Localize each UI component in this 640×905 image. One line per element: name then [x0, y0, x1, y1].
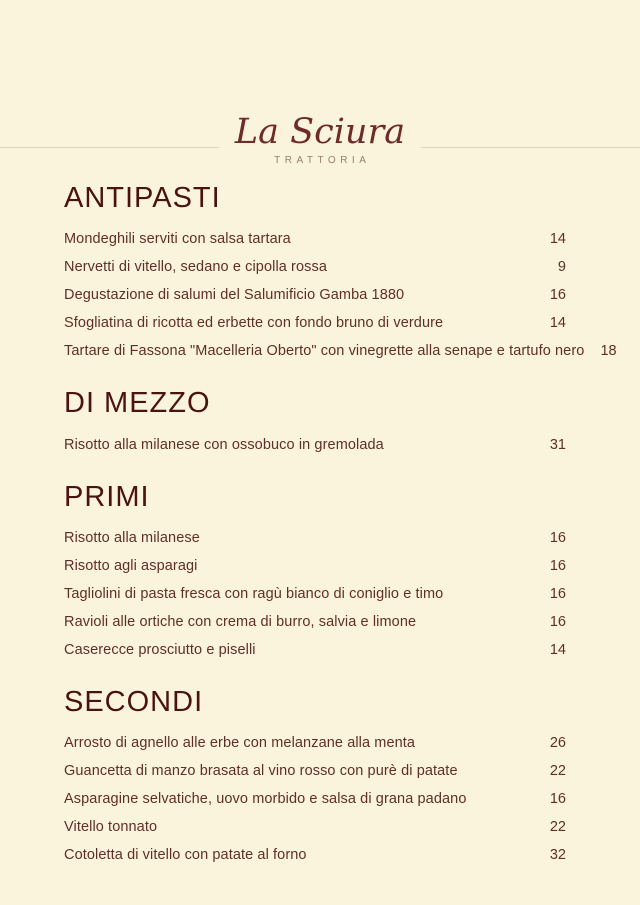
menu-item-row: [64, 608, 566, 636]
menu-item-row: [64, 253, 566, 281]
menu-item-name: Cotoletta di vitello con patate al forno: [64, 847, 307, 864]
menu-item-price: 16: [549, 614, 566, 631]
menu-item-row: [64, 281, 566, 309]
menu-item-name: Sfogliatina di ricotta ed erbette con fondo bruno di verdure: [64, 315, 444, 332]
menu-item-price: 16: [549, 558, 566, 575]
section-items: [64, 524, 566, 664]
menu-item-price: 31: [549, 436, 566, 453]
menu-item-price: 14: [549, 315, 566, 332]
menu-item-name: Risotto alla milanese: [64, 530, 200, 547]
menu-item-name: Degustazione di salumi del Salumificio Gamba 1880: [64, 287, 405, 304]
menu-sections: [0, 182, 640, 869]
menu-section: [64, 387, 566, 458]
menu-item-row: [64, 552, 566, 580]
menu-item-price: 16: [549, 530, 566, 547]
menu-item-row: [64, 309, 566, 337]
menu-item-row: [64, 813, 566, 841]
menu-item-price: 14: [549, 642, 566, 659]
section-items: [64, 729, 566, 869]
menu-item-price: 22: [549, 763, 566, 780]
menu-item-row: [64, 431, 566, 459]
menu-item-price: 32: [549, 847, 566, 864]
section-title: ANTIPASTI: [64, 182, 221, 214]
brand-logo-block: [219, 112, 421, 172]
section-title: SECONDI: [64, 686, 204, 719]
menu-section: [64, 481, 566, 664]
menu-item-name: Risotto agli asparagi: [64, 558, 198, 575]
section-title: DI MEZZO: [64, 387, 211, 420]
menu-item-row: [64, 636, 566, 664]
menu-item-price: 22: [549, 819, 566, 836]
menu-item-row: [64, 524, 566, 552]
menu-item-price: 9: [557, 259, 566, 276]
menu-item-name: Vitello tonnato: [64, 819, 158, 836]
section-items: [64, 431, 566, 459]
brand-subtitle: TRATTORIA: [274, 155, 371, 167]
menu-item-name: Caserecce prosciutto e piselli: [64, 642, 256, 659]
menu-item-price: 16: [549, 791, 566, 808]
menu-item-name: Mondeghili serviti con salsa tartara: [64, 231, 291, 248]
menu-item-row: [64, 841, 566, 869]
menu-item-name: Nervetti di vitello, sedano e cipolla rossa: [64, 259, 328, 276]
menu-item-price: 26: [549, 735, 566, 752]
menu-item-name: Risotto alla milanese con ossobuco in gremolada: [64, 436, 384, 453]
menu-item-row: [64, 580, 566, 608]
menu-section: [64, 686, 566, 869]
menu-item-row: [64, 729, 566, 757]
menu-item-price: 16: [549, 586, 566, 603]
menu-item-price: 16: [549, 287, 566, 304]
menu-item-row: [64, 757, 566, 785]
menu-item-name: Arrosto di agnello alle erbe con melanzane alla menta: [64, 735, 416, 752]
menu-item-name: Asparagine selvatiche, uovo morbido e salsa di grana padano: [64, 791, 467, 808]
section-title: PRIMI: [64, 480, 150, 513]
brand-logo-text: La Sciura: [234, 112, 406, 152]
menu-item-name: Guancetta di manzo brasata al vino rosso con purè di patate: [64, 763, 458, 780]
menu-item-row: [64, 337, 617, 365]
menu-item-name: Ravioli alle ortiche con crema di burro, salvia e limone: [64, 614, 417, 631]
brand-header: [0, 0, 640, 170]
menu-item-name: Tartare di Fassona "Macelleria Oberto" con vinegrette alla senape e tartufo nero: [64, 343, 585, 360]
menu-section: [64, 182, 617, 365]
menu-item-row: [64, 225, 566, 253]
menu-item-price: 18: [600, 343, 617, 360]
section-items: [64, 225, 617, 365]
menu-item-row: [64, 785, 566, 813]
menu-item-name: Tagliolini di pasta fresca con ragù bianco di coniglio e timo: [64, 586, 444, 603]
menu-item-price: 14: [549, 231, 566, 248]
